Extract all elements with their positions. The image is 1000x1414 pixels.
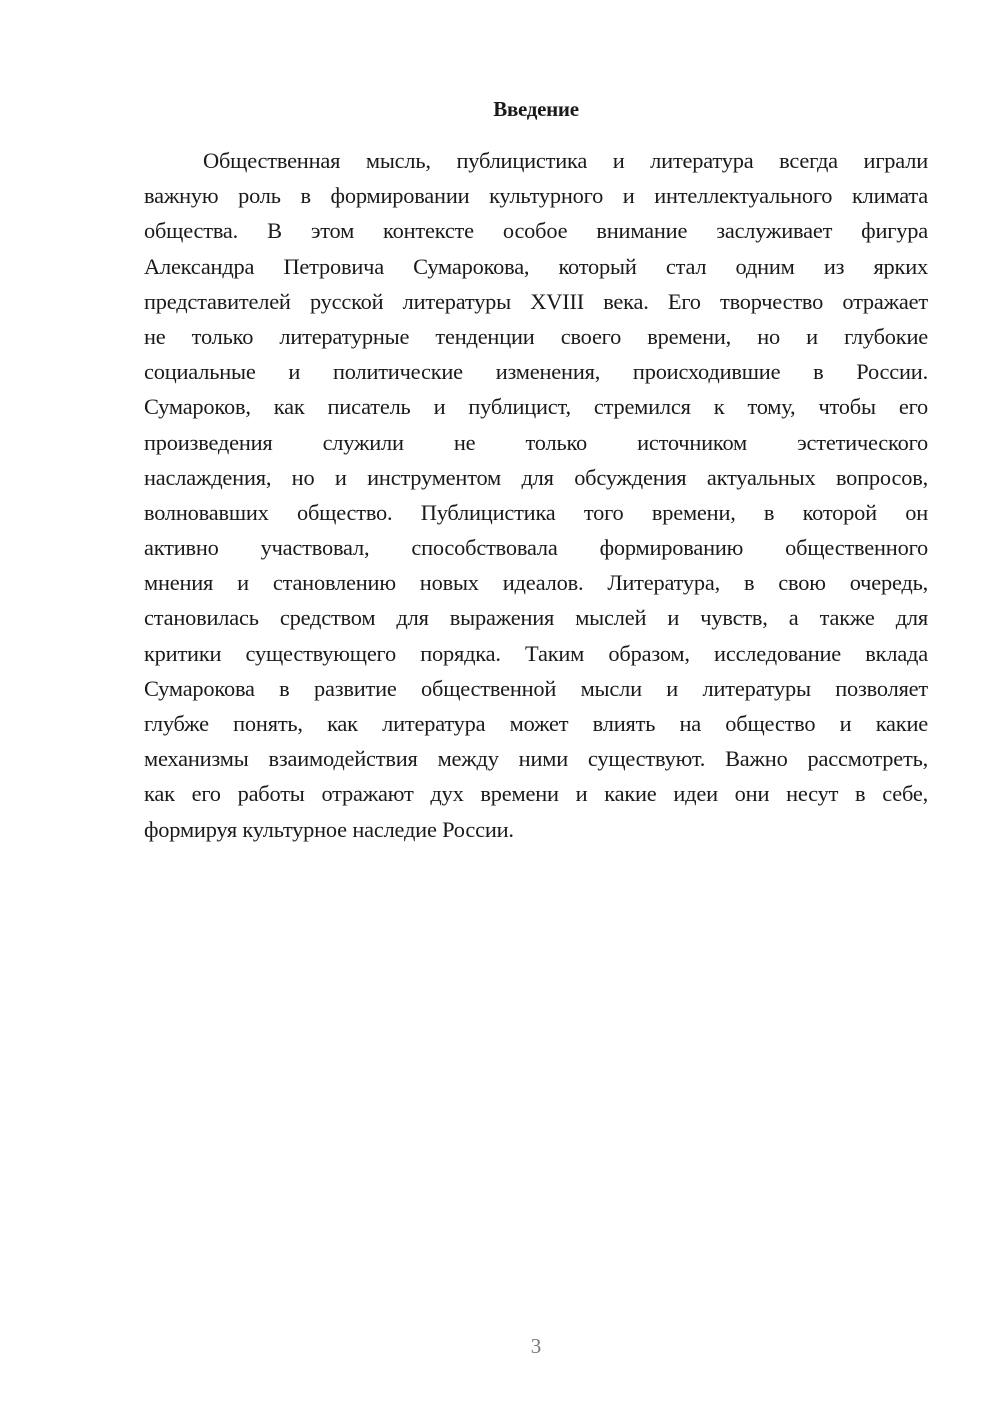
text-line: формируя культурное наследие России. — [144, 816, 514, 842]
text-line: не только литературные тенденции своего времени, но и глубокие — [144, 323, 928, 349]
section-heading: Введение — [493, 97, 579, 121]
text-line: произведения служили не только источником эстетического — [144, 429, 928, 455]
text-line: Сумароков, как писатель и публицист, стремился к тому, чтобы его — [144, 394, 928, 420]
page-number: 3 — [530, 1334, 542, 1358]
text-line: активно участвовал, способствовала формированию общественного — [144, 535, 928, 561]
text-line: наслаждения, но и инструментом для обсуждения актуальных вопросов, — [144, 464, 928, 490]
text-line: механизмы взаимодействия между ними существуют. Важно рассмотреть, — [144, 746, 928, 772]
text-line: глубже понять, как литература может влиять на общество и какие — [144, 711, 928, 736]
text-line: становилась средством для выражения мыслей и чувств, а также для — [144, 605, 928, 631]
text-line: социальные и политические изменения, происходившие в России. — [144, 359, 928, 385]
text-line: представителей русской литературы XVIII века. Его творчество отражает — [144, 288, 928, 314]
text-line: общества. В этом контексте особое внимание заслуживает фигура — [144, 218, 928, 244]
text-line: критики существующего порядка. Таким образом, исследование вклада — [144, 640, 928, 666]
text-line: волновавших общество. Публицистика того времени, в которой он — [144, 499, 928, 525]
text-line: мнения и становлению новых идеалов. Литература, в свою очередь, — [144, 570, 928, 596]
text-line: важную роль в формировании культурного и интеллектуального климата — [144, 183, 928, 209]
text-line: Александра Петровича Сумарокова, который стал одним из ярких — [144, 253, 928, 279]
body-paragraph — [144, 143, 928, 847]
text-line: Общественная мысль, публицистика и литература всегда играли — [203, 148, 928, 173]
text-line: как его работы отражают дух времени и какие идеи они несут в себе, — [144, 781, 928, 807]
text-line: Сумарокова в развитие общественной мысли и литературы позволяет — [144, 675, 928, 701]
